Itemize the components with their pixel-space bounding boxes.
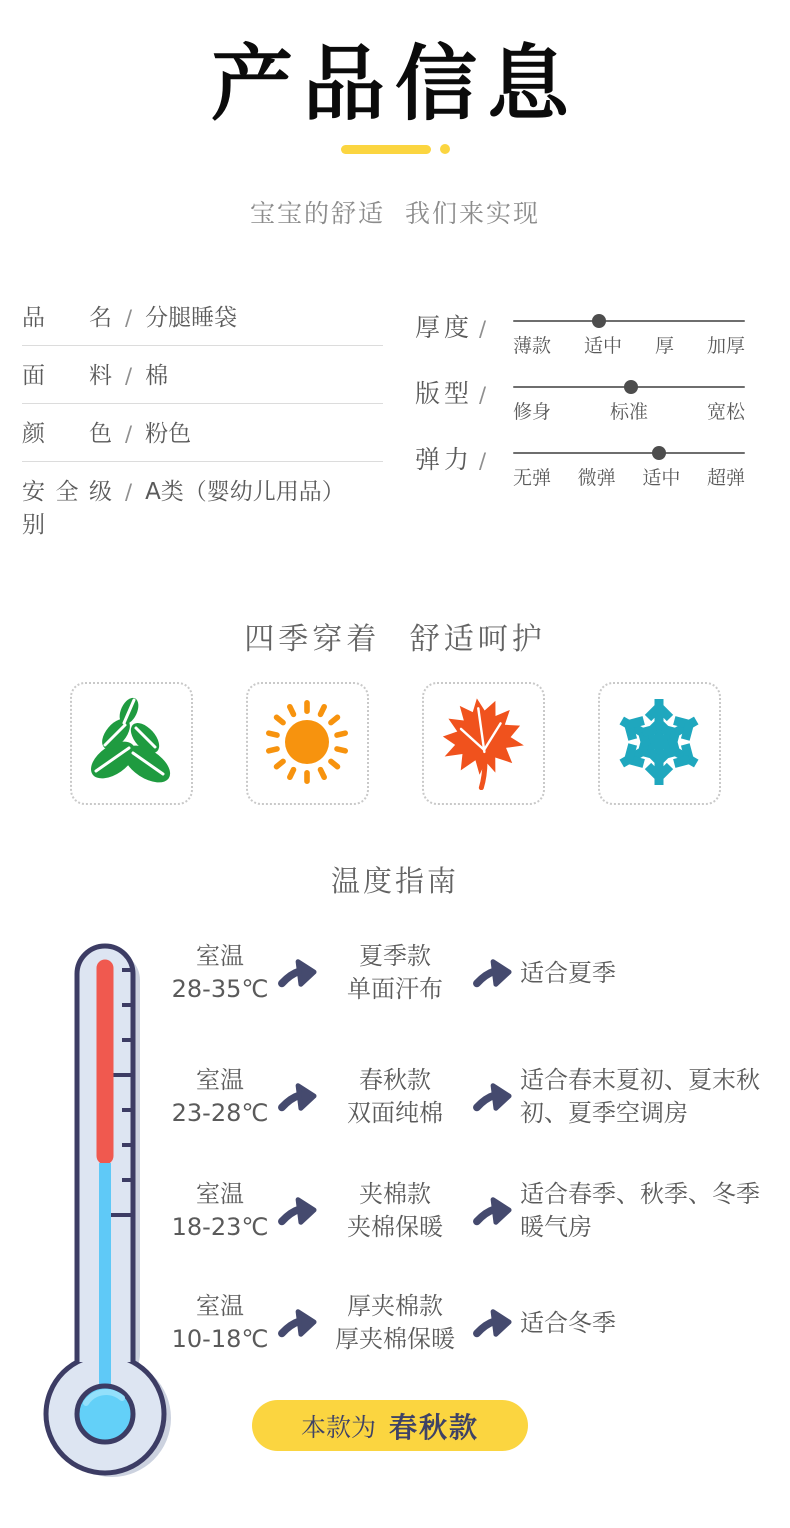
suitable-text: 适合春末夏初、夏末秋初、夏季空调房 (520, 1066, 760, 1128)
row-value: 分腿睡袋 (145, 305, 238, 332)
slider-option: 微弹 (577, 467, 616, 490)
room-temp (170, 1290, 270, 1356)
room-temp-range: 28-35℃ (171, 975, 269, 1004)
room-temp-label: 室温 (196, 942, 244, 971)
slider-label (415, 372, 513, 424)
temp-guide-row (170, 940, 775, 1006)
title-divider (0, 144, 790, 154)
arrow-icon (465, 954, 520, 992)
slider-option: 宽松 (706, 401, 745, 424)
style-material: 单面汗布 (347, 975, 443, 1004)
temp-guide-row (170, 1064, 775, 1130)
row-label: 安全级别 (22, 479, 112, 539)
current-style-badge (252, 1400, 528, 1451)
row-separator: / (125, 480, 133, 505)
arrow-icon (465, 1304, 520, 1342)
slider-label (415, 306, 513, 358)
slider-dot (592, 314, 606, 328)
seasons-title: 四季穿着 舒适呵护 (244, 622, 546, 658)
table-row (22, 404, 383, 462)
arrow-icon (465, 1192, 520, 1230)
arrow-icon (465, 1078, 520, 1116)
row-label: 颜色 (22, 421, 112, 448)
temp-guide-row (170, 1178, 775, 1244)
slider-option: 修身 (513, 401, 552, 424)
row-separator: / (125, 306, 133, 331)
slider-track (513, 320, 745, 322)
room-temp-label: 室温 (196, 1066, 244, 1095)
arrow-icon (270, 1078, 325, 1116)
row-value: A类（婴幼儿用品） (145, 479, 345, 506)
season-box-summer (246, 682, 369, 805)
temperature-guide-title: 温度指南 (330, 864, 459, 899)
suitable-text: 适合春季、秋季、冬季暖气房 (520, 1180, 760, 1242)
thermometer-icon (20, 934, 180, 1494)
room-temp (170, 1178, 270, 1244)
style-cell (325, 1178, 465, 1244)
product-details-section (0, 288, 790, 552)
table-row (22, 462, 383, 552)
slider-separator: / (479, 383, 491, 408)
slider-label (415, 438, 513, 490)
slider-separator: / (479, 317, 491, 342)
attribute-sliders (415, 288, 745, 552)
slider-options (513, 331, 745, 358)
slider-option: 无弹 (513, 467, 552, 490)
slider-option: 薄款 (513, 335, 552, 358)
slider-label-text: 版型 (415, 379, 474, 409)
season-box-winter (598, 682, 721, 805)
summer-sun-icon (259, 694, 355, 794)
slider-option: 加厚 (706, 335, 745, 358)
product-info-table (22, 288, 383, 552)
style-name: 夹棉款 (359, 1180, 431, 1209)
slider-options (513, 463, 745, 490)
suitable-text: 适合夏季 (520, 958, 616, 987)
suitable-text: 适合冬季 (520, 1308, 616, 1337)
slider-dot (624, 380, 638, 394)
slider-option: 超弹 (706, 467, 745, 490)
slider-option: 适中 (642, 467, 681, 490)
slider-label-text: 弹力 (415, 445, 474, 475)
style-cell (325, 1290, 465, 1356)
temperature-guide-section (0, 928, 790, 1528)
arrow-icon (270, 1304, 325, 1342)
badge-prefix: 本款为 (300, 1412, 376, 1442)
slider-track-area (513, 372, 745, 424)
style-cell (325, 1064, 465, 1130)
slider-separator: / (479, 449, 491, 474)
slider-dot (652, 446, 666, 460)
slider-fit (415, 372, 745, 424)
arrow-icon (270, 1192, 325, 1230)
room-temp-range: 18-23℃ (171, 1213, 269, 1242)
slider-label-text: 厚度 (415, 313, 474, 343)
style-material: 夹棉保暖 (347, 1213, 443, 1242)
slider-option: 适中 (583, 335, 622, 358)
room-temp-range: 23-28℃ (171, 1099, 269, 1128)
slider-track-area (513, 438, 745, 490)
slider-elasticity (415, 438, 745, 490)
badge-value: 春秋款 (389, 1410, 480, 1444)
row-value: 棉 (145, 363, 169, 390)
spring-leaves-icon (83, 694, 179, 794)
temp-guide-row (170, 1290, 775, 1356)
autumn-maple-leaf-icon (435, 694, 531, 794)
room-temp-range: 10-18℃ (171, 1325, 269, 1354)
table-row (22, 288, 383, 346)
slider-track-area (513, 306, 745, 358)
arrow-icon (270, 954, 325, 992)
style-cell (325, 940, 465, 1006)
season-box-autumn (422, 682, 545, 805)
row-value: 粉色 (145, 421, 192, 448)
room-temp-label: 室温 (196, 1292, 244, 1321)
slider-option: 厚 (654, 335, 674, 358)
divider-bar (341, 145, 431, 154)
row-separator: / (125, 422, 133, 447)
season-box-spring (70, 682, 193, 805)
divider-dot (440, 144, 450, 154)
slider-option: 标准 (609, 401, 648, 424)
style-material: 厚夹棉保暖 (335, 1325, 455, 1354)
style-material: 双面纯棉 (347, 1099, 443, 1128)
style-name: 夏季款 (359, 942, 431, 971)
slider-options (513, 397, 745, 424)
row-label: 面料 (22, 363, 112, 390)
style-name: 春秋款 (359, 1066, 431, 1095)
row-label: 品名 (22, 305, 112, 332)
season-icons-row (0, 682, 790, 805)
slider-thickness (415, 306, 745, 358)
winter-snowflake-icon (611, 694, 707, 794)
room-temp (170, 940, 270, 1006)
row-separator: / (125, 364, 133, 389)
page-title: 产品信息 (210, 37, 579, 132)
room-temp (170, 1064, 270, 1130)
table-row (22, 346, 383, 404)
room-temp-label: 室温 (196, 1180, 244, 1209)
page-subtitle: 宝宝的舒适 我们来实现 (250, 199, 540, 229)
slider-track (513, 452, 745, 454)
style-name: 厚夹棉款 (347, 1292, 443, 1321)
